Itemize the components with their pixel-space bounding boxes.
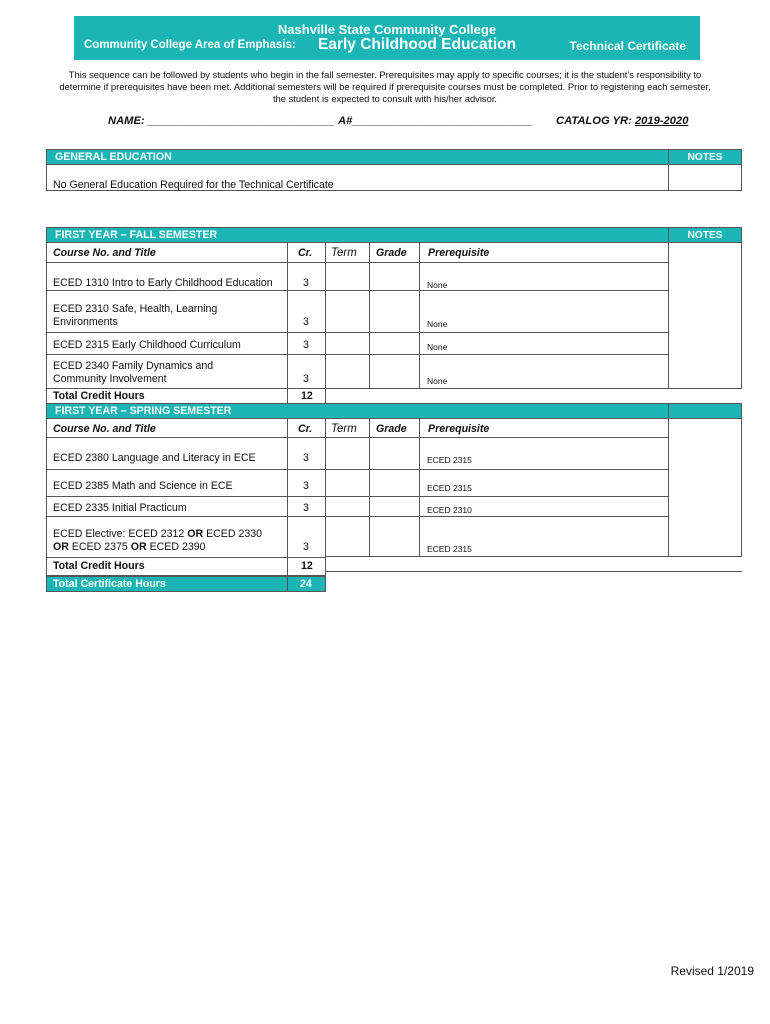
course-title: ECED 2340 Family Dynamics and (53, 360, 214, 372)
spring-semester-header: FIRST YEAR – SPRING SEMESTER (46, 403, 669, 419)
course-credits: 3 (303, 502, 309, 514)
course-credits: 3 (303, 541, 309, 553)
course-prereq: ECED 2315 (427, 483, 472, 493)
intro-line: determine if prerequisites have been met. Additional semesters will be required if prerequisite courses must be completed. Prior to registering each semester, (59, 81, 711, 92)
a-number-field[interactable]: A#_____________________________ (338, 115, 533, 127)
row-divider (46, 469, 669, 470)
course-credits: 3 (303, 339, 309, 351)
course-title (53, 528, 262, 541)
spring-term-col (325, 418, 370, 557)
catalog-label: CATALOG YR: (556, 115, 632, 127)
col-prereq: Prerequisite (428, 247, 490, 259)
row-divider (46, 516, 669, 517)
row-divider (46, 290, 669, 291)
row-divider (46, 388, 326, 389)
gen-ed-notes-header: NOTES (668, 149, 742, 165)
intro-line: the student is expected to consult with his/her advisor. (272, 93, 498, 104)
name-field[interactable]: NAME: ______________________________ (108, 115, 335, 127)
course-prereq: ECED 2310 (427, 505, 472, 515)
elective-text: ECED 2375 (68, 541, 131, 553)
certificate-total-value: 24 (300, 578, 312, 590)
row-divider (46, 557, 326, 558)
course-prereq: ECED 2315 (427, 455, 472, 465)
fall-semester-header: FIRST YEAR – FALL SEMESTER (46, 227, 669, 243)
row-divider (46, 437, 669, 438)
revised-date: Revised 1/2019 (670, 964, 754, 978)
spring-notes-col[interactable] (668, 418, 742, 557)
intro-text (40, 69, 730, 105)
course-credits: 3 (303, 373, 309, 385)
catalog-value: 2019-2020 (634, 115, 689, 127)
row-divider (46, 496, 669, 497)
course-prereq: None (427, 376, 448, 386)
or-keyword: OR (130, 541, 147, 553)
spring-total-label: Total Credit Hours (53, 560, 145, 572)
spring-notes-header (668, 403, 742, 419)
fall-prereq-col (419, 242, 669, 389)
fall-notes-col[interactable] (668, 242, 742, 389)
course-prereq: None (427, 342, 448, 352)
course-title: ECED 1310 Intro to Early Childhood Education (53, 277, 273, 289)
course-prereq: None (427, 280, 448, 290)
row-divider (326, 571, 742, 572)
course-credits: 3 (303, 316, 309, 328)
fall-term-col (325, 242, 370, 389)
course-title: ECED 2385 Math and Science in ECE (53, 480, 233, 492)
program-title: Early Childhood Education (318, 36, 517, 53)
fall-total-label: Total Credit Hours (53, 390, 145, 402)
college-name: Nashville State Community College (277, 22, 497, 37)
col-term: Term (331, 423, 357, 435)
course-credits: 3 (303, 277, 309, 289)
elective-text: ECED Elective: ECED 2312 (53, 528, 188, 540)
col-grade: Grade (376, 423, 407, 435)
course-title-cont: Environments (53, 316, 118, 328)
course-title-cont: Community Involvement (53, 373, 167, 385)
col-term: Term (331, 247, 357, 259)
certificate-type: Technical Certificate (569, 39, 686, 53)
course-title: ECED 2310 Safe, Health, Learning (53, 303, 218, 315)
gen-ed-text: No General Education Required for the Technical Certificate (53, 179, 334, 191)
course-title: ECED 2315 Early Childhood Curriculum (53, 339, 241, 351)
course-title: ECED 2335 Initial Practicum (53, 502, 187, 514)
col-cr: Cr. (298, 423, 313, 435)
row-divider (46, 354, 669, 355)
catalog-year (556, 115, 688, 127)
col-course: Course No. and Title (53, 423, 156, 435)
course-title-cont (53, 541, 206, 554)
area-label: Community College Area of Emphasis: (84, 39, 296, 51)
header-banner (74, 16, 700, 60)
fall-total-value: 12 (301, 390, 313, 402)
gen-ed-header: GENERAL EDUCATION (46, 149, 669, 165)
row-divider (46, 332, 669, 333)
course-credits: 3 (303, 452, 309, 464)
certificate-total-label: Total Certificate Hours (53, 578, 166, 590)
fall-grade-col (369, 242, 420, 389)
elective-text: ECED 2330 (203, 528, 263, 540)
spring-total-value: 12 (301, 560, 313, 572)
fall-notes-header: NOTES (668, 227, 742, 243)
course-credits: 3 (303, 480, 309, 492)
col-grade: Grade (376, 247, 407, 259)
col-course: Course No. and Title (53, 247, 156, 259)
intro-line: This sequence can be followed by students who begin in the fall semester. Prerequisites may apply to specific courses; it is the student’s responsibility to (68, 69, 702, 80)
course-prereq: ECED 2315 (427, 544, 472, 554)
gen-ed-notes-cell[interactable] (668, 164, 742, 191)
or-keyword: OR (187, 528, 204, 540)
course-title: ECED 2380 Language and Literacy in ECE (53, 452, 256, 464)
spring-grade-col (369, 418, 420, 557)
or-keyword: OR (53, 541, 69, 553)
row-divider (46, 262, 669, 263)
course-prereq: None (427, 319, 448, 329)
col-prereq: Prerequisite (428, 423, 490, 435)
col-cr: Cr. (298, 247, 313, 259)
elective-text: ECED 2390 (146, 541, 206, 553)
